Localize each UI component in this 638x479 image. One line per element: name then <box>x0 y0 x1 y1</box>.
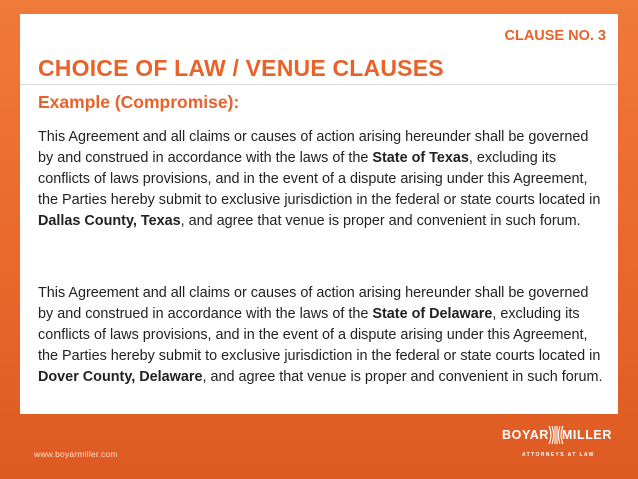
slide-title: CHOICE OF LAW / VENUE CLAUSES <box>38 55 444 81</box>
website-url: www.boyarmiller.com <box>34 449 118 459</box>
section-heading: Example (Compromise): <box>38 92 240 112</box>
logo-text-right: MILLER <box>561 428 612 442</box>
venue-county: Dover County, Delaware <box>38 369 203 385</box>
clause-number-label: CLAUSE NO. 3 <box>504 28 606 44</box>
paragraph-text: , excluding its conflicts of laws provisions, and in the event of a dispute arising under this Agreement, the Parties hereby submit to exclusive jurisdiction in the federal or state courts located in <box>38 306 601 364</box>
logo-tagline: ATTORNEYS AT LAW <box>522 452 595 458</box>
governing-state: State of Texas <box>372 150 469 166</box>
paragraph-text: , excluding its conflicts of laws provisions, and in the event of a dispute arising under this Agreement, the Parties hereby submit to exclusive jurisdiction in the federal or state courts located in <box>38 150 601 208</box>
paragraph-text: , and agree that venue is proper and convenient in such forum. <box>202 369 603 385</box>
logo-text-left: BOYAR <box>502 428 549 442</box>
title-divider <box>20 84 618 85</box>
venue-county: Dallas County, Texas <box>38 213 181 229</box>
clause-paragraph-texas <box>38 127 606 232</box>
firm-logo <box>502 422 612 464</box>
clause-paragraph-delaware <box>38 283 606 388</box>
paragraph-text: This Agreement and all claims or causes of action arising hereunder shall be governed by and construed in accordance with the laws of the <box>38 129 589 166</box>
paragraph-text: , and agree that venue is proper and convenient in such forum. <box>180 213 581 229</box>
paragraph-text: This Agreement and all claims or causes of action arising hereunder shall be governed by and construed in accordance with the laws of the <box>38 285 589 322</box>
governing-state: State of Delaware <box>372 306 493 322</box>
content-panel <box>20 14 618 414</box>
